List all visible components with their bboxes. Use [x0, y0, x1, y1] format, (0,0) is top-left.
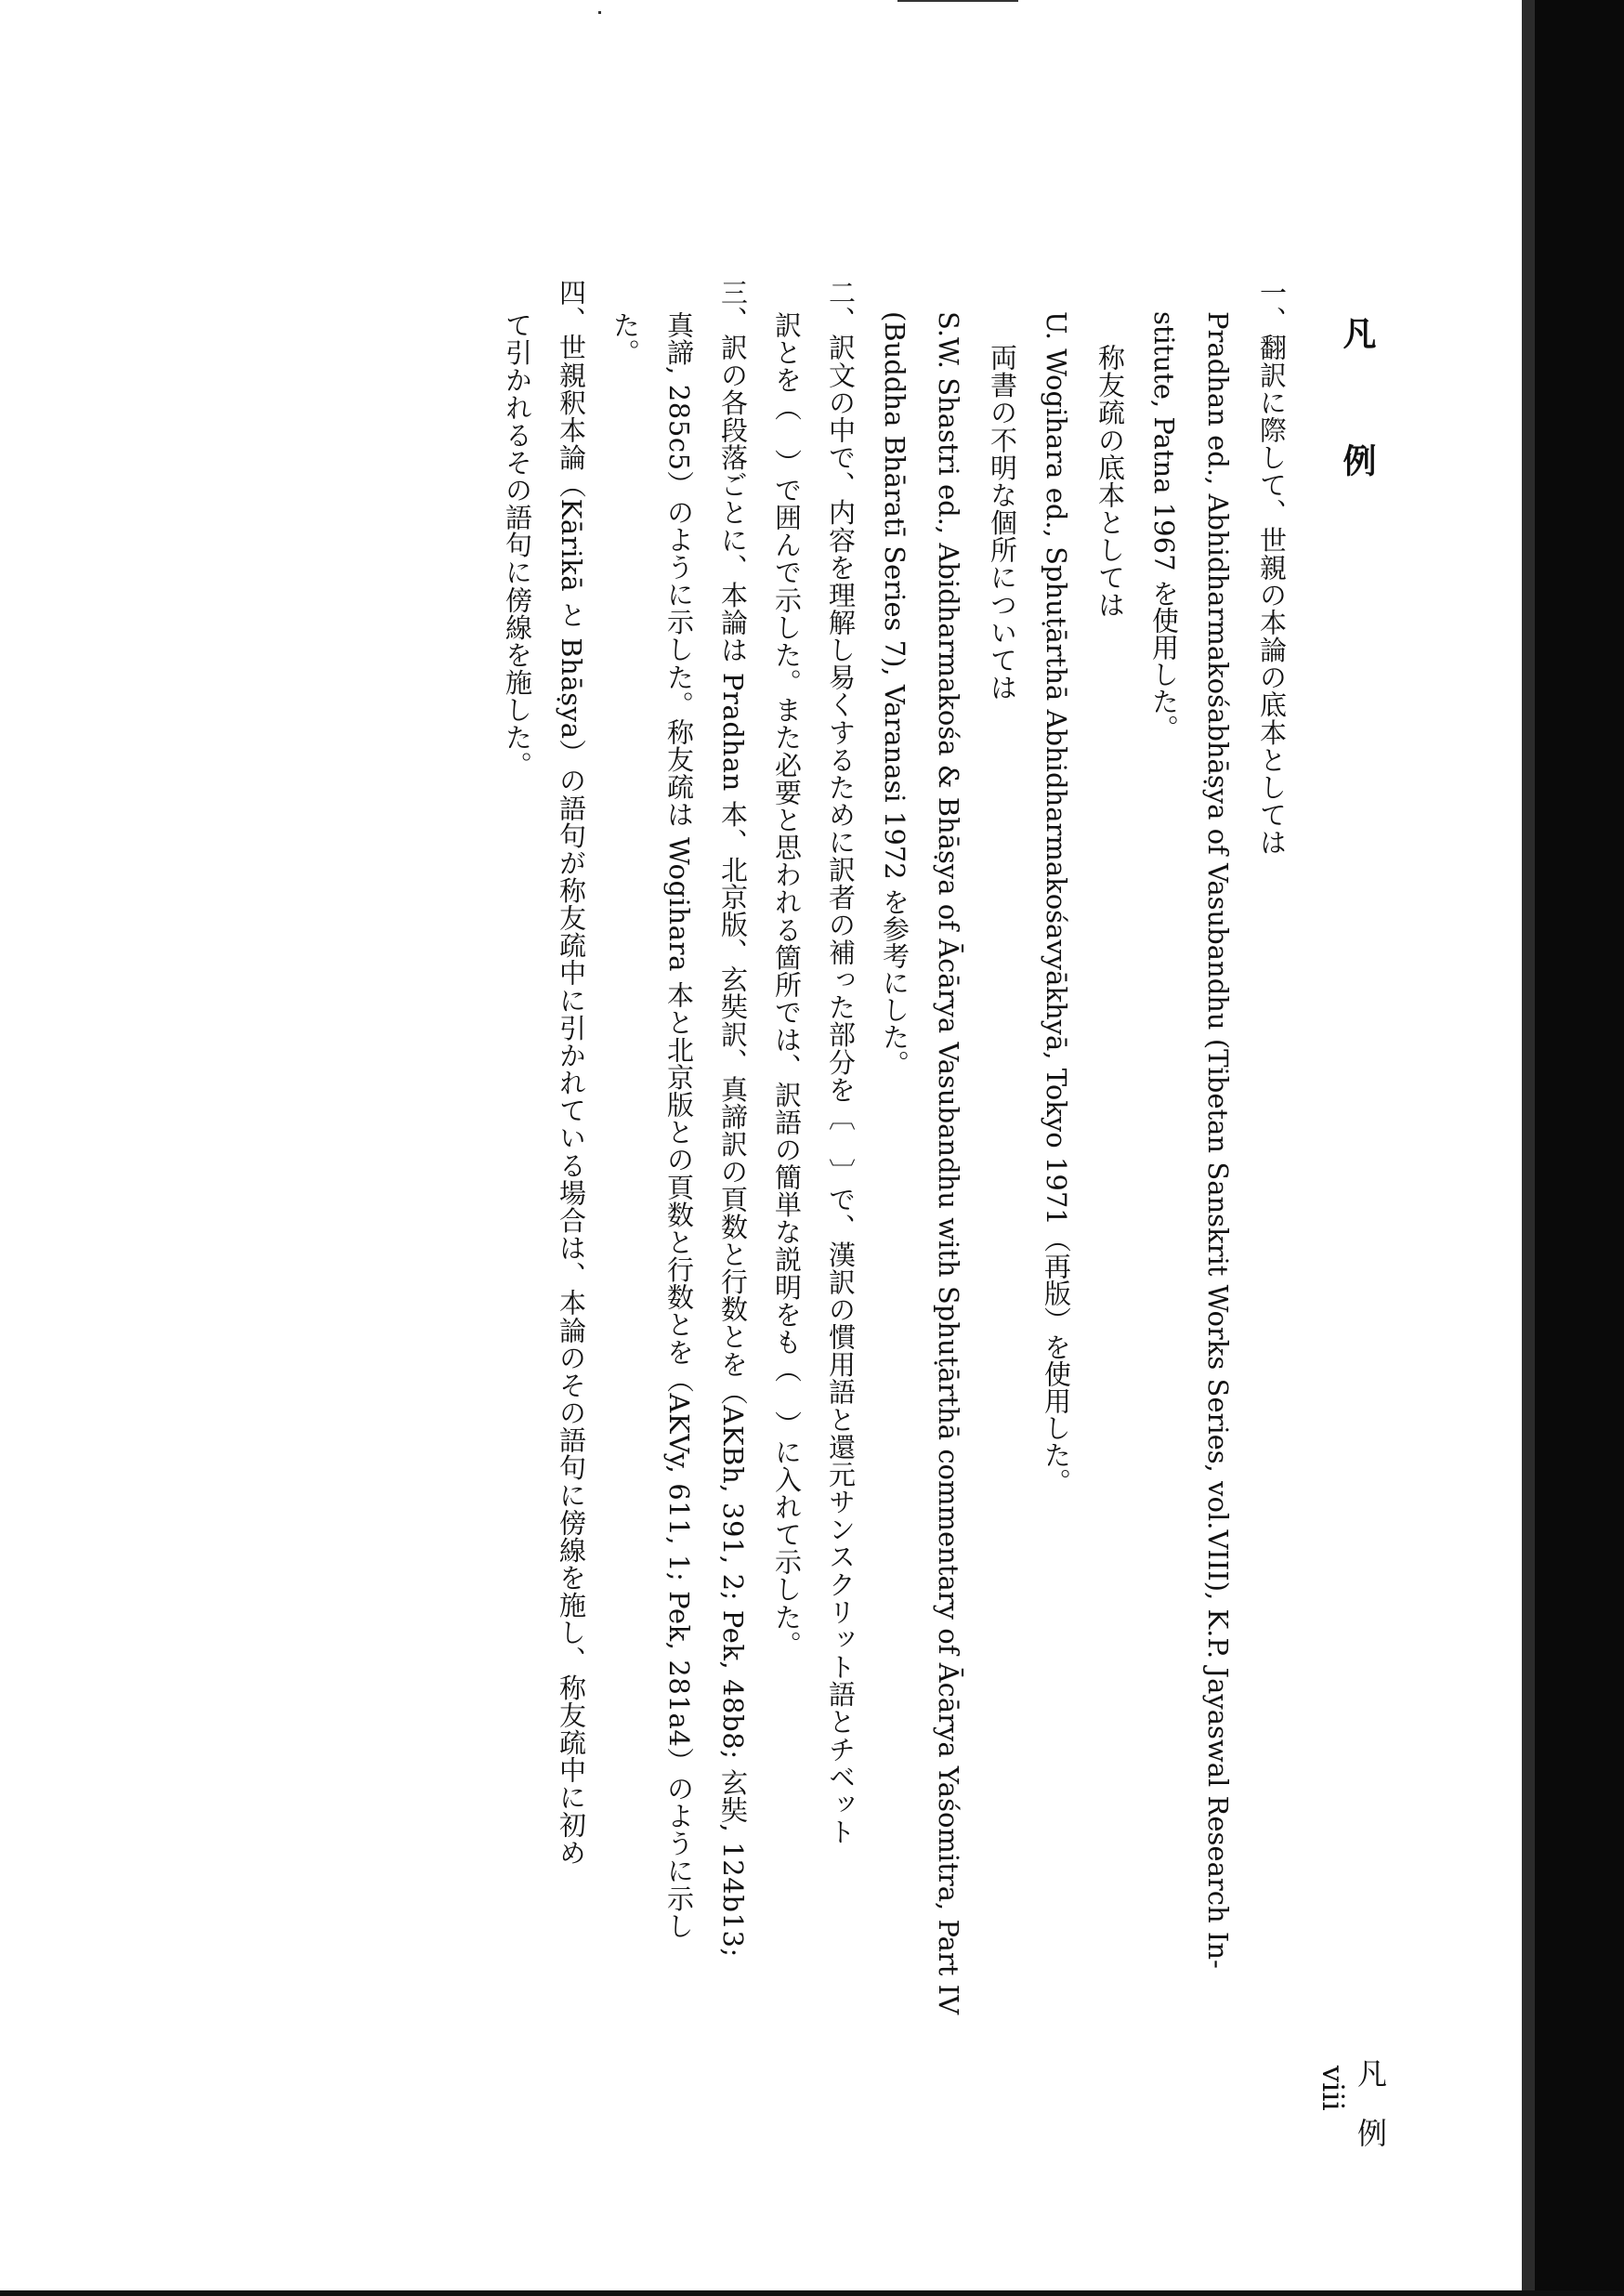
list-item-2-line-1: [814, 279, 868, 2137]
footer-section-title: 凡 例: [1353, 2058, 1388, 2147]
item-marker: 二、: [825, 279, 857, 335]
list-item-1-line-8: (Buddha Bhāratī Series 7), Varanasi 1972 を参考にした。: [879, 310, 910, 1077]
item-text: 翻訳に際して、世親の本論の底本としては: [1256, 334, 1288, 857]
list-item-4-line-2: て引かれるその語句に傍線を施した。: [502, 310, 533, 779]
list-item-3-line-3: た。: [609, 310, 641, 366]
item-text: 訳の各段落ごとに、本論は Pradhan 本、北京版、玄奘訳、真諦訳の頁数と行数とを（AKBh, 391, 2; Pek, 48b8; 玄奘, 124b13;: [717, 334, 749, 1958]
list-item-1-line-1: [1245, 279, 1299, 2137]
list-item-1-line-3: stitute, Patna 1967 を使用した。: [1148, 310, 1180, 741]
item-text: 訳文の中で、内容を理解し易くするために訳者の補った部分を〔 〕で、漢訳の慣用語と還元サンスクリット語とチベット: [825, 334, 857, 1846]
list-item-1-line-7: S.W. Shastri ed., Abidharmakośa & Bhāṣya of Ācārya Vasubandhu with Sphuṭārthā commentary of Ācārya Yaśomitra, Part IV: [933, 310, 964, 2014]
list-item-1-line-4: 称友疏の底本としては: [1094, 343, 1126, 619]
page-title: 凡 例: [1338, 316, 1377, 507]
item-marker: 四、: [556, 279, 587, 335]
page-number: viii: [1316, 2066, 1351, 2111]
scan-top-mark: [897, 0, 1018, 2]
list-item-3-line-1: [706, 279, 760, 2137]
list-item-1-line-6: 両書の不明な個所については: [987, 343, 1018, 702]
list-item-4-line-1: [544, 279, 598, 2137]
scan-top-dot: [598, 11, 601, 14]
page-body: [334, 279, 1384, 2137]
scan-bottom-edge: [0, 2290, 1624, 2296]
page-footer: [1073, 2058, 1389, 2151]
item-text: 世親釈本論（Kārikā と Bhāṣya）の語句が称友疏中に引かれている場合は、本論のその語句に傍線を施し、称友疏中に初め: [556, 334, 587, 1867]
list-item-1-line-2: Pradhan ed., Abhidharmakośabhāṣya of Vasubandhu (Tibetan Sanskrit Works Series, vol.VIII), K.P. Jayaswal Research In-: [1202, 310, 1234, 1969]
list-item-2-line-2: 訳とを（ ）で囲んで示した。また必要と思われる箇所では、訳語の簡単な説明をも（ ）に入れて示した。: [771, 310, 803, 1659]
scan-dark-margin: [1535, 0, 1624, 2296]
item-marker: 一、: [1256, 279, 1288, 335]
scan-page-edge: [1522, 0, 1535, 2296]
list-item-1-line-5: U. Wogihara ed., Sphuṭārthā Abhidharmakośavyākhyā, Tokyo 1971（再版）を使用した。: [1041, 310, 1072, 1495]
list-item-3-line-2: 真諦, 285c5）のように示した。称友疏は Wogihara 本と北京版との頁数と行数とを（AKVy, 611, 1; Pek, 281a4）のように示し: [663, 310, 695, 1940]
item-marker: 三、: [717, 279, 749, 335]
